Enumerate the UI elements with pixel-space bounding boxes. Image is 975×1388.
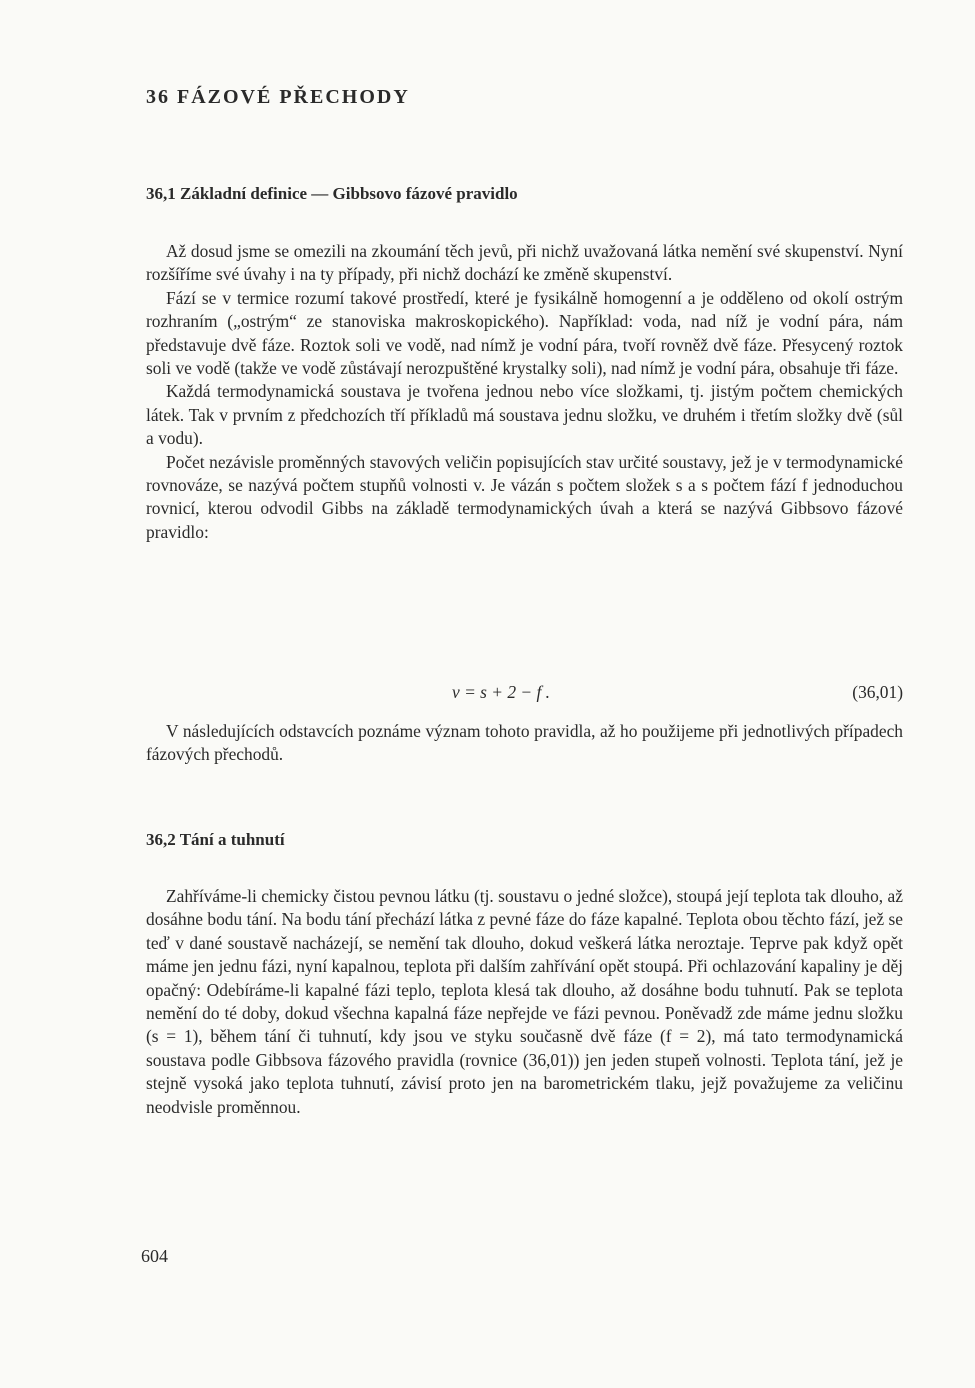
paragraph: Každá termodynamická soustava je tvořena jednou nebo více složkami, tj. jistým počtem chemických látek. Tak v prvním z předchozích tří příkladů má soustava jednu složku, ve druhém i třetím složky dvě (sůl a vodu). — [146, 381, 903, 449]
section-heading-36-2: 36,2 Tání a tuhnutí — [146, 830, 285, 849]
section-36-1-closing — [146, 720, 903, 767]
paragraph: Až dosud jsme se omezili na zkoumání těch jevů, při nichž uvažovaná látka nemění své skupenství. Nyní rozšíříme své úvahy i na ty případy, při nichž dochází ke změně skupenství. — [146, 241, 903, 285]
section-36-2-body — [146, 885, 903, 1119]
equation-number: (36,01) — [852, 682, 903, 702]
paragraph: Počet nezávisle proměnných stavových veličin popisujících stav určité soustavy, jež je v termodynamické rovnováze, se nazývá počtem stupňů volnosti v. Je vázán s počtem složek s a s počtem fází f jednoduchou rovnicí, kterou odvodil Gibbs na základě termodynamických úvah a která se nazývá Gibbsovo fázové pravidlo: — [146, 451, 903, 542]
paragraph: Zahříváme-li chemicky čistou pevnou látku (tj. soustavu o jedné složce), stoupá její teplota tak dlouho, až dosáhne bodu tání. Na bodu tání přechází látka z pevné fáze do fáze kapalné. Teplota obou těchto fází, jež se teď v dané soustavě nacházejí, se nemění tak dlouho, dokud veškerá látka neroztaje. Teprve pak když opět máme jen jednu fázi, nyní kapalnou, teplota při dalším zahřívání opět stoupá. Při ochlazování kapaliny je děj opačný: Odebíráme-li kapalné fázi teplo, teplota klesá tak dlouho, až dosáhne bodu tuhnutí. Pak se teplota nemění do té doby, dokud všechna kapalná fáze nepřejde ve fázi pevnou. Poněvadž zde máme jednu složku (s = 1), během tání či tuhnutí, kdy jsou ve styku současně dvě fáze (f = 2), má tato termodynamická soustava podle Gibbsova fázového pravidla (rovnice (36,01)) jen jeden stupeň volnosti. Teplota tání, jež je stejně vysoká jako teplota tuhnutí, závisí proto jen na barometrickém tlaku, jejž považujeme za veličinu neodvisle proměnnou. — [146, 886, 903, 1117]
page-number: 604 — [141, 1246, 168, 1266]
paragraph: V následujících odstavcích poznáme význam tohoto pravidla, až ho použijeme při jednotlivých případech fázových přechodů. — [146, 721, 903, 765]
section-36-1-body — [146, 240, 903, 544]
section-heading-36-1: 36,1 Základní definice — Gibbsovo fázové pravidlo — [146, 184, 518, 203]
gibbs-phase-rule-equation — [146, 682, 903, 706]
paragraph: Fází se v termice rozumí takové prostředí, které je fysikálně homogenní a je odděleno od okolí ostrým rozhraním („ostrým“ ze stanoviska makroskopického). Například: voda, nad níž je vodní pára, nám představuje dvě fáze. Roztok soli ve vodě, nad nímž je vodní pára, tvoří rovněž dvě fáze. Přesycený roztok soli ve vodě (takže ve vodě zůstávají nerozpuštěné krystalky soli), nad nímž je vodní pára, obsahuje tři fáze. — [146, 287, 903, 379]
equation-formula: v = s + 2 − f . — [452, 682, 551, 702]
chapter-heading: 36 FÁZOVÉ PŘECHODY — [146, 86, 410, 108]
